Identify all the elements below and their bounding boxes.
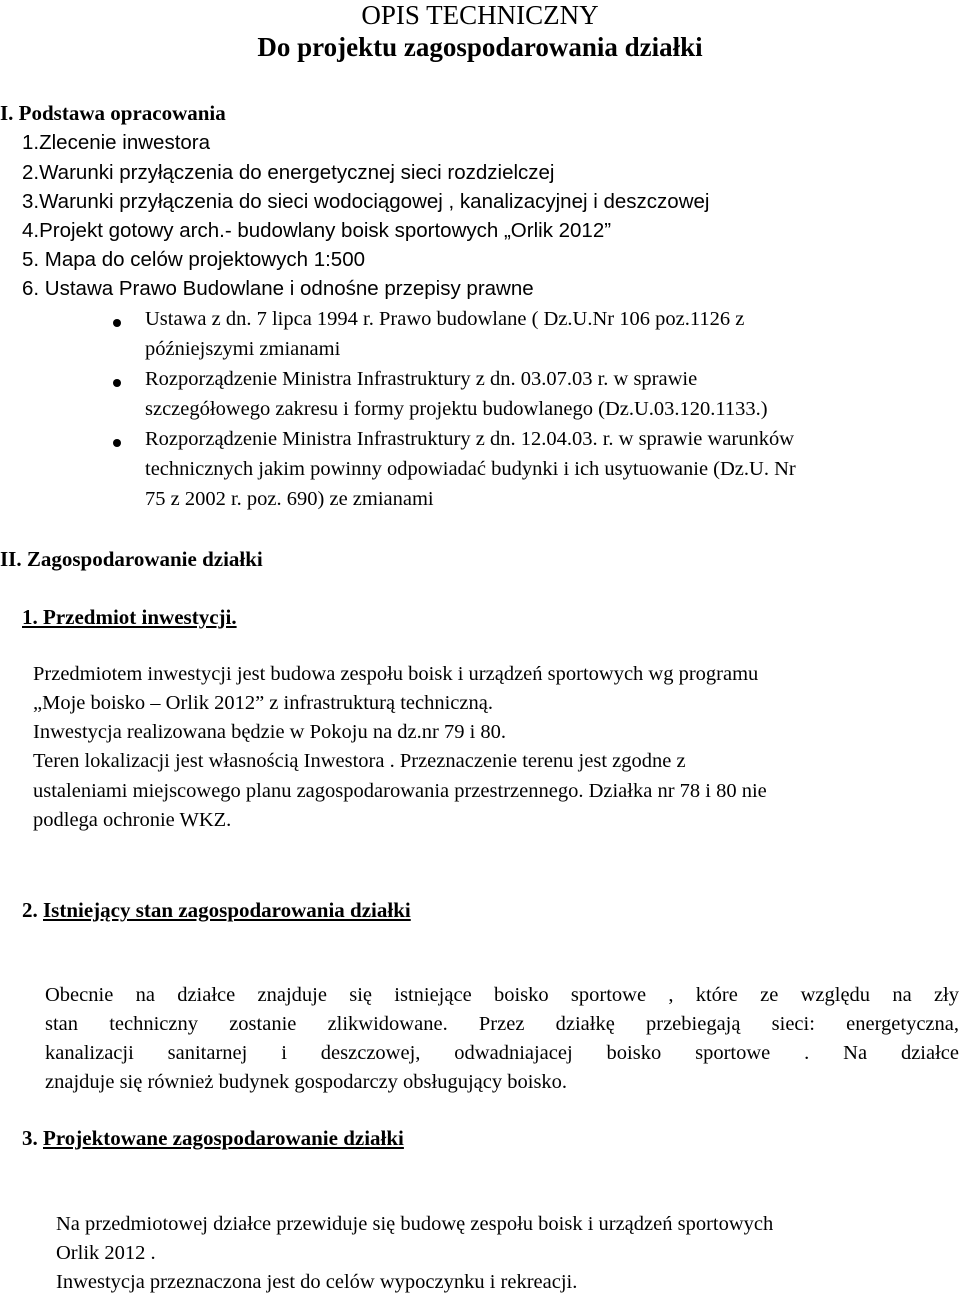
planned-line-3: Inwestycja przeznaczona jest do celów wypoczynku i rekreacji.	[56, 1271, 578, 1293]
investment-line-3: Inwestycja realizowana będzie w Pokoju na dz.nr 79 i 80.	[33, 721, 507, 743]
investment-line-1: Przedmiotem inwestycji jest budowa zespołu boisk i urządzeń sportowych wg programu	[33, 663, 759, 685]
bullet-3-line-3: 75 z 2002 r. poz. 690) ze zmianami	[145, 488, 434, 510]
existing-line-2: stan techniczny zostanie zlikwidowane. Przez działkę przebiegają sieci: energetyczna,	[45, 1013, 959, 1035]
subsection-3-heading	[22, 1126, 404, 1151]
investment-line-6: podlega ochronie WKZ.	[33, 809, 232, 831]
basis-item-1: 1.Zlecenie inwestora	[22, 131, 211, 154]
bullet-2-line-1: Rozporządzenie Ministra Infrastruktury z dn. 03.07.03 r. w sprawie	[145, 368, 698, 390]
investment-line-2: „Moje boisko – Orlik 2012” z infrastrukturą techniczną.	[33, 692, 493, 714]
subsection-2-number: 2.	[22, 898, 38, 922]
existing-line-4: znajduje się również budynek gospodarczy obsługujący boisko.	[45, 1071, 568, 1093]
basis-item-5: 5. Mapa do celów projektowych 1:500	[22, 248, 366, 271]
basis-item-6: 6. Ustawa Prawo Budowlane i odnośne przepisy prawne	[22, 277, 534, 300]
subsection-2-heading	[22, 898, 411, 923]
basis-item-4: 4.Projekt gotowy arch.- budowlany boisk sportowych „Orlik 2012”	[22, 219, 612, 242]
bullet-1-line-2: późniejszymi zmianami	[145, 338, 341, 360]
bullet-dot	[113, 319, 121, 327]
planned-line-2: Orlik 2012 .	[56, 1242, 156, 1264]
planned-line-1: Na przedmiotowej działce przewiduje się budowę zespołu boisk i urządzeń sportowych	[56, 1213, 774, 1235]
basis-item-3: 3.Warunki przyłączenia do sieci wodociągowej , kanalizacyjnej i deszczowej	[22, 190, 710, 213]
subsection-3-number: 3.	[22, 1126, 38, 1150]
bullet-3-line-1: Rozporządzenie Ministra Infrastruktury z dn. 12.04.03. r. w sprawie warunków	[145, 428, 794, 450]
investment-line-5: ustaleniami miejscowego planu zagospodarowania przestrzennego. Działka nr 78 i 80 nie	[33, 780, 767, 802]
bullet-dot	[113, 379, 121, 387]
existing-line-3: kanalizacji sanitarnej i deszczowej, odwadniajacej boisko sportowe . Na działce	[45, 1042, 959, 1064]
bullet-1-line-1: Ustawa z dn. 7 lipca 1994 r. Prawo budowlane ( Dz.U.Nr 106 poz.1126 z	[145, 308, 745, 330]
subsection-3-title: Projektowane zagospodarowanie działki	[43, 1126, 404, 1150]
existing-line-1: Obecnie na działce znajduje się istniejące boisko sportowe , które ze względu na zły	[45, 984, 959, 1006]
basis-item-2: 2.Warunki przyłączenia do energetycznej sieci rozdzielczej	[22, 161, 555, 184]
section-2-heading: II. Zagospodarowanie działki	[0, 547, 263, 571]
investment-line-4: Teren lokalizacji jest własnością Inwestora . Przeznaczenie terenu jest zgodne z	[33, 750, 686, 772]
bullet-dot	[113, 439, 121, 447]
subsection-2-title: Istniejący stan zagospodarowania działki	[43, 898, 411, 922]
document-title: OPIS TECHNICZNY	[361, 0, 599, 30]
subsection-1-heading: 1. Przedmiot inwestycji.	[22, 605, 237, 629]
section-1-heading: I. Podstawa opracowania	[0, 101, 226, 125]
document-subtitle: Do projektu zagospodarowania działki	[257, 32, 703, 62]
bullet-2-line-2: szczegółowego zakresu i formy projektu budowlanego (Dz.U.03.120.1133.)	[145, 398, 768, 420]
bullet-3-line-2: technicznych jakim powinny odpowiadać budynki i ich usytuowanie (Dz.U. Nr	[145, 458, 796, 480]
